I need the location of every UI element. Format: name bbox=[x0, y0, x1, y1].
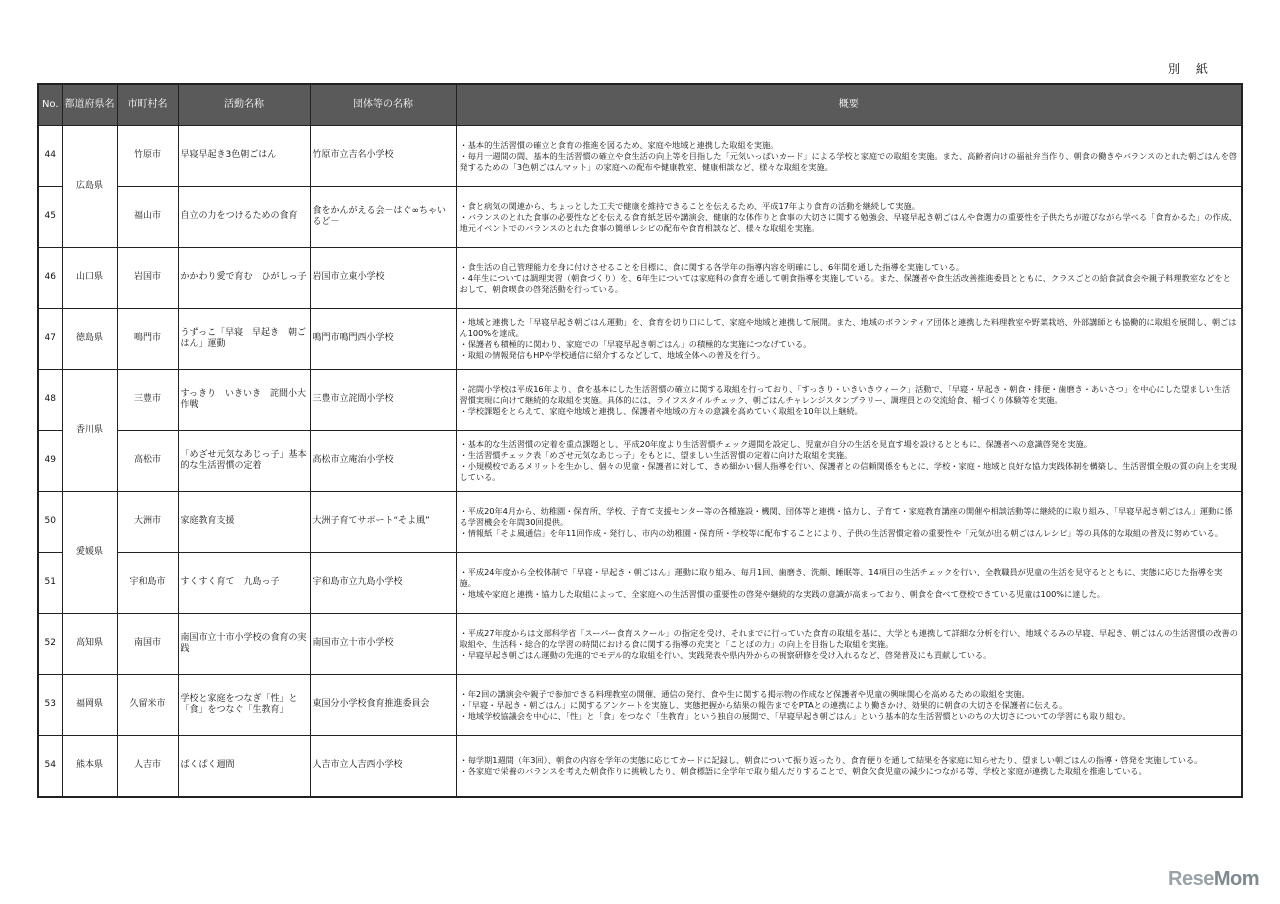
prefecture-cell: 高知県 bbox=[62, 614, 117, 675]
city-cell: 人吉市 bbox=[117, 736, 178, 798]
city-cell: 三豊市 bbox=[117, 370, 178, 431]
header-summary: 概要 bbox=[456, 84, 1242, 126]
city-cell: 福山市 bbox=[117, 187, 178, 248]
summary-line: ・毎月一週間の間、基本的生活習慣の確立や食生活の向上等を目指した「元気いっぱいカード」による学校と家庭での取組を実施。また、高齢者向けの福祉弁当作り、朝食の働きやバランスのとれた朝ごはんを啓発するための「3色朝ごはんマット」の家庭への配布や健康教室、健康相談など、様々な取組を実施。 bbox=[459, 150, 1238, 172]
summary-line: ・食と病気の関連から、ちょっとした工夫で健康を維持できることを伝えるため、平成17年より食育の活動を継続して実施。 bbox=[459, 200, 920, 211]
city-cell: 大洲市 bbox=[117, 492, 178, 553]
summary-line: ・地域や家庭と連携・協力した取組によって、全家庭への生活習慣の重要性の啓発や継続的な実践の意識が高まっており、朝食を食べて登校できている児童は100%に達した。 bbox=[459, 588, 1105, 599]
organization-cell: 人吉市立人吉西小学校 bbox=[310, 736, 456, 798]
summary-cell bbox=[456, 431, 1242, 492]
city-cell: 南国市 bbox=[117, 614, 178, 675]
summary-line: ・地域学校協議会を中心に、「性」と「食」をつなぐ「生教育」という独自の展開で、「早寝早起き朝ごはん」という基本的な生活習慣といのちの大切さについての学習にも取り組む。 bbox=[459, 710, 1131, 721]
organization-cell: 鳴門市鳴門西小学校 bbox=[310, 309, 456, 370]
header-activity: 活動名称 bbox=[178, 84, 310, 126]
table-row bbox=[38, 431, 1242, 492]
activity-name-cell: 自立の力をつけるための食育 bbox=[178, 187, 310, 248]
summary-line: ・食生活の自己管理能力を身に付けさせることを目標に、食に関する各学年の指導内容を明確にし、6年間を通した指導を実施している。 bbox=[459, 261, 965, 272]
activity-name-cell: 「めざせ元気なあじっ子」基本的な生活習慣の定着 bbox=[178, 431, 310, 492]
annex-label: 別 紙 bbox=[1168, 62, 1214, 76]
activity-name-cell: 南国市立十市小学校の食育の実践 bbox=[178, 614, 310, 675]
organization-cell: 竹原市立吉名小学校 bbox=[310, 126, 456, 187]
row-number: 46 bbox=[38, 248, 62, 309]
activity-name-cell: 早寝早起き3色朝ごはん bbox=[178, 126, 310, 187]
summary-cell bbox=[456, 126, 1242, 187]
summary-cell bbox=[456, 492, 1242, 553]
activity-name-cell: ぱくぱく週間 bbox=[178, 736, 310, 798]
city-cell: 宇和島市 bbox=[117, 553, 178, 614]
prefecture-cell: 熊本県 bbox=[62, 736, 117, 798]
row-number: 47 bbox=[38, 309, 62, 370]
summary-line: ・各家庭で栄養のバランスを考えた朝食作りに挑戦したり、朝食標語に全学年で取り組んだりすることで、朝食欠食児童の減少につながる等、学校と家庭が連携した取組を推進している。 bbox=[459, 766, 1147, 776]
prefecture-cell: 愛媛県 bbox=[62, 492, 117, 614]
table-header-row bbox=[38, 84, 1242, 126]
summary-cell bbox=[456, 553, 1242, 614]
summary-line: ・4年生については調理実習（朝食づくり）を、6年生については家庭科の食育を通して朝食指導を実施している。また、保護者や食生活改善推進委員とともに、クラスごとの給食試食会や親子料理教室などをとおして、朝食喫食の啓発活動を行っている。 bbox=[459, 272, 1231, 294]
table-row bbox=[38, 309, 1242, 370]
organization-cell: 南国市立十市小学校 bbox=[310, 614, 456, 675]
summary-line: ・基本的生活習慣の確立と食育の推進を図るため、家庭や地域と連携した取組を実施。 bbox=[459, 139, 779, 150]
organization-cell: 高松市立庵治小学校 bbox=[310, 431, 456, 492]
summary-cell bbox=[456, 309, 1242, 370]
table-row bbox=[38, 614, 1242, 675]
summary-line: ・早寝早起き朝ごはん運動の先進的でモデル的な取組を行い、実践発表や県内外からの視察研修を受け入れるなど、啓発普及にも貢献している。 bbox=[459, 649, 992, 660]
header-no: No. bbox=[38, 84, 62, 126]
summary-cell bbox=[456, 187, 1242, 248]
summary-line: ・保護者も積極的に関わり、家庭での「早寝早起き朝ごはん」の積極的な実施につなげている。 bbox=[459, 339, 812, 349]
table-row bbox=[38, 370, 1242, 431]
summary-line: ・毎学期1週間（年3回）、朝食の内容を学年の実態に応じてカードに記録し、朝食について振り返ったり、食育便りを通して結果を各家庭に知らせたり、望ましい朝ごはんの指導・啓発を実施している。 bbox=[459, 755, 1203, 765]
activity-name-cell: すっきり いきいき 詫間小大作戦 bbox=[178, 370, 310, 431]
row-number: 53 bbox=[38, 675, 62, 736]
activity-table bbox=[37, 83, 1243, 798]
summary-line: ・バランスのとれた食事の必要性などを伝える食育紙芝居や講演会、健康的な体作りと食事の大切さに関する勉強会、早寝早起き朝ごはんや食選力の重要性を子供たちが遊びながら学べる「食育かるた」の作成、地元イベントでのバランスのとれた食事の簡単レシピの配布や食育相談など、様々な取組を実施。 bbox=[459, 211, 1238, 233]
row-number: 54 bbox=[38, 736, 62, 798]
summary-line: ・生活習慣チェック表「めざせ元気なあじっ子」をもとに、望ましい生活習慣の定着に向けた取組を実施。 bbox=[459, 450, 853, 460]
summary-line: ・基本的な生活習慣の定着を重点課題とし、平成20年度より生活習慣チェック週間を設定し、児童が自分の生活を見直す場を設けるとともに、保護者への意識啓発を実施。 bbox=[459, 439, 1092, 449]
row-number: 51 bbox=[38, 553, 62, 614]
prefecture-cell: 徳島県 bbox=[62, 309, 117, 370]
summary-line: ・学校課題をとらえて、家庭や地域と連携し、保護者や地域の方々の意識を高めていく取組を10年以上継続。 bbox=[459, 405, 863, 416]
activity-name-cell: 家庭教育支援 bbox=[178, 492, 310, 553]
summary-line: ・「早寝・早起き・朝ごはん」に関するアンケートを実施し、実態把握から結果の報告までをPTAとの連携により働きかけ、効果的に朝食の大切さを保護者に伝える。 bbox=[459, 699, 1068, 710]
activity-name-cell: 学校と家庭をつなぎ「性」と「食」をつなぐ「生教育」 bbox=[178, 675, 310, 736]
table-row bbox=[38, 736, 1242, 798]
row-number: 50 bbox=[38, 492, 62, 553]
row-number: 48 bbox=[38, 370, 62, 431]
resemom-logo: ReseMom bbox=[1168, 868, 1259, 890]
summary-line: ・地域と連携した「早寝早起き朝ごはん運動」を、食育を切り口にして、家庭や地域と連携して展開。また、地域のボランティア団体と連携した料理教室や野菜栽培、外部講師とも協働的に取組を展開し、朝ごはん100%を達成。 bbox=[459, 317, 1237, 338]
row-number: 49 bbox=[38, 431, 62, 492]
city-cell: 高松市 bbox=[117, 431, 178, 492]
prefecture-cell: 山口県 bbox=[62, 248, 117, 309]
summary-cell bbox=[456, 248, 1242, 309]
prefecture-cell: 広島県 bbox=[62, 126, 117, 248]
organization-cell: 宇和島市立九島小学校 bbox=[310, 553, 456, 614]
city-cell: 岩国市 bbox=[117, 248, 178, 309]
summary-line: ・平成27年度からは文部科学省「スーパー食育スクール」の指定を受け、それまでに行っていた食育の取組を基に、大学とも連携して詳細な分析を行い、地域ぐるみの早寝、早起き、朝ごはんの生活習慣の改善の取組や、生活科・総合的な学習の時間における食に関する指導の充実と「ことばの力」の向上を目指した取組を実施。 bbox=[459, 627, 1238, 649]
header-organization: 団体等の名称 bbox=[310, 84, 456, 126]
summary-cell bbox=[456, 614, 1242, 675]
city-cell: 久留米市 bbox=[117, 675, 178, 736]
organization-cell: 東国分小学校食育推進委員会 bbox=[310, 675, 456, 736]
summary-cell bbox=[456, 675, 1242, 736]
summary-line: ・詫間小学校は平成16年より、食を基本にした生活習慣の確立に関する取組を行っており、「すっきり・いきいきウィーク」活動で、「早寝・早起き・朝食・排便・歯磨き・あいさつ」を中心にした望ましい生活習慣実現に向けて継続的な取組を実施。具体的には、ライフスタイルチェック、朝ごはんチャレンジスタンプラリー、調理員との交流給食、稲づくり体験等を実施。 bbox=[459, 383, 1231, 405]
summary-line: ・情報紙「そよ風通信」を年11回作成・発行し、市内の幼稚園・保育所・学校等に配布することにより、子供の生活習慣定着の重要性や「元気が出る朝ごはんレシピ」等の具体的な取組の普及に努めている。 bbox=[459, 527, 1223, 538]
organization-cell: 三豊市立詫間小学校 bbox=[310, 370, 456, 431]
table-row bbox=[38, 126, 1242, 187]
summary-cell bbox=[456, 736, 1242, 798]
summary-line: ・平成24年度から全校体制で「早寝・早起き・朝ごはん」運動に取り組み、毎月1回、歯磨き、洗顔、睡眠等、14項目の生活チェックを行い、全教職員が児童の生活を見守るとともに、実態に応じた指導を実施。 bbox=[459, 566, 1223, 588]
summary-line: ・平成20年4月から、幼稚園・保育所、学校、子育て支援センター等の各種施設・機関、団体等と連携・協力し、子育て・家庭教育講座の開催や相談活動等に継続的に取り組み、「早寝早起き朝ごはん」運動に係る学習機会を年間30回提供。 bbox=[459, 505, 1233, 527]
summary-line: ・取組の情報発信もHPや学校通信に紹介するなどして、地域全体への普及を行う。 bbox=[459, 350, 766, 360]
header-prefecture: 都道府県名 bbox=[62, 84, 117, 126]
summary-cell bbox=[456, 370, 1242, 431]
organization-cell: 食をかんがえる会－はぐ∞ちゃいるど－ bbox=[310, 187, 456, 248]
activity-name-cell: うずっこ「早寝 早起き 朝ごはん」運動 bbox=[178, 309, 310, 370]
table-row bbox=[38, 675, 1242, 736]
organization-cell: 大洲子育てサポート“そよ風” bbox=[310, 492, 456, 553]
city-cell: 鳴門市 bbox=[117, 309, 178, 370]
header-city: 市町村名 bbox=[117, 84, 178, 126]
organization-cell: 岩国市立東小学校 bbox=[310, 248, 456, 309]
activity-name-cell: すくすく育て 九島っ子 bbox=[178, 553, 310, 614]
summary-line: ・小規模校であるメリットを生かし、個々の児童・保護者に対して、きめ細かい個人指導を行い、保護者との信頼関係をもとに、学校・家庭・地域と良好な協力実践体制を構築し、生活習慣全般の質の向上を実現している。 bbox=[459, 461, 1237, 482]
activity-name-cell: かかわり愛で育む ひがしっ子 bbox=[178, 248, 310, 309]
row-number: 45 bbox=[38, 187, 62, 248]
prefecture-cell: 福岡県 bbox=[62, 675, 117, 736]
prefecture-cell: 香川県 bbox=[62, 370, 117, 492]
table-row bbox=[38, 553, 1242, 614]
row-number: 52 bbox=[38, 614, 62, 675]
city-cell: 竹原市 bbox=[117, 126, 178, 187]
table-row bbox=[38, 492, 1242, 553]
table-row bbox=[38, 248, 1242, 309]
summary-line: ・年2回の講演会や親子で参加できる料理教室の開催、通信の発行、食や生に関する掲示物の作成など保護者や児童の興味関心を高めるための取組を実施。 bbox=[459, 688, 1030, 699]
row-number: 44 bbox=[38, 126, 62, 187]
table-row bbox=[38, 187, 1242, 248]
